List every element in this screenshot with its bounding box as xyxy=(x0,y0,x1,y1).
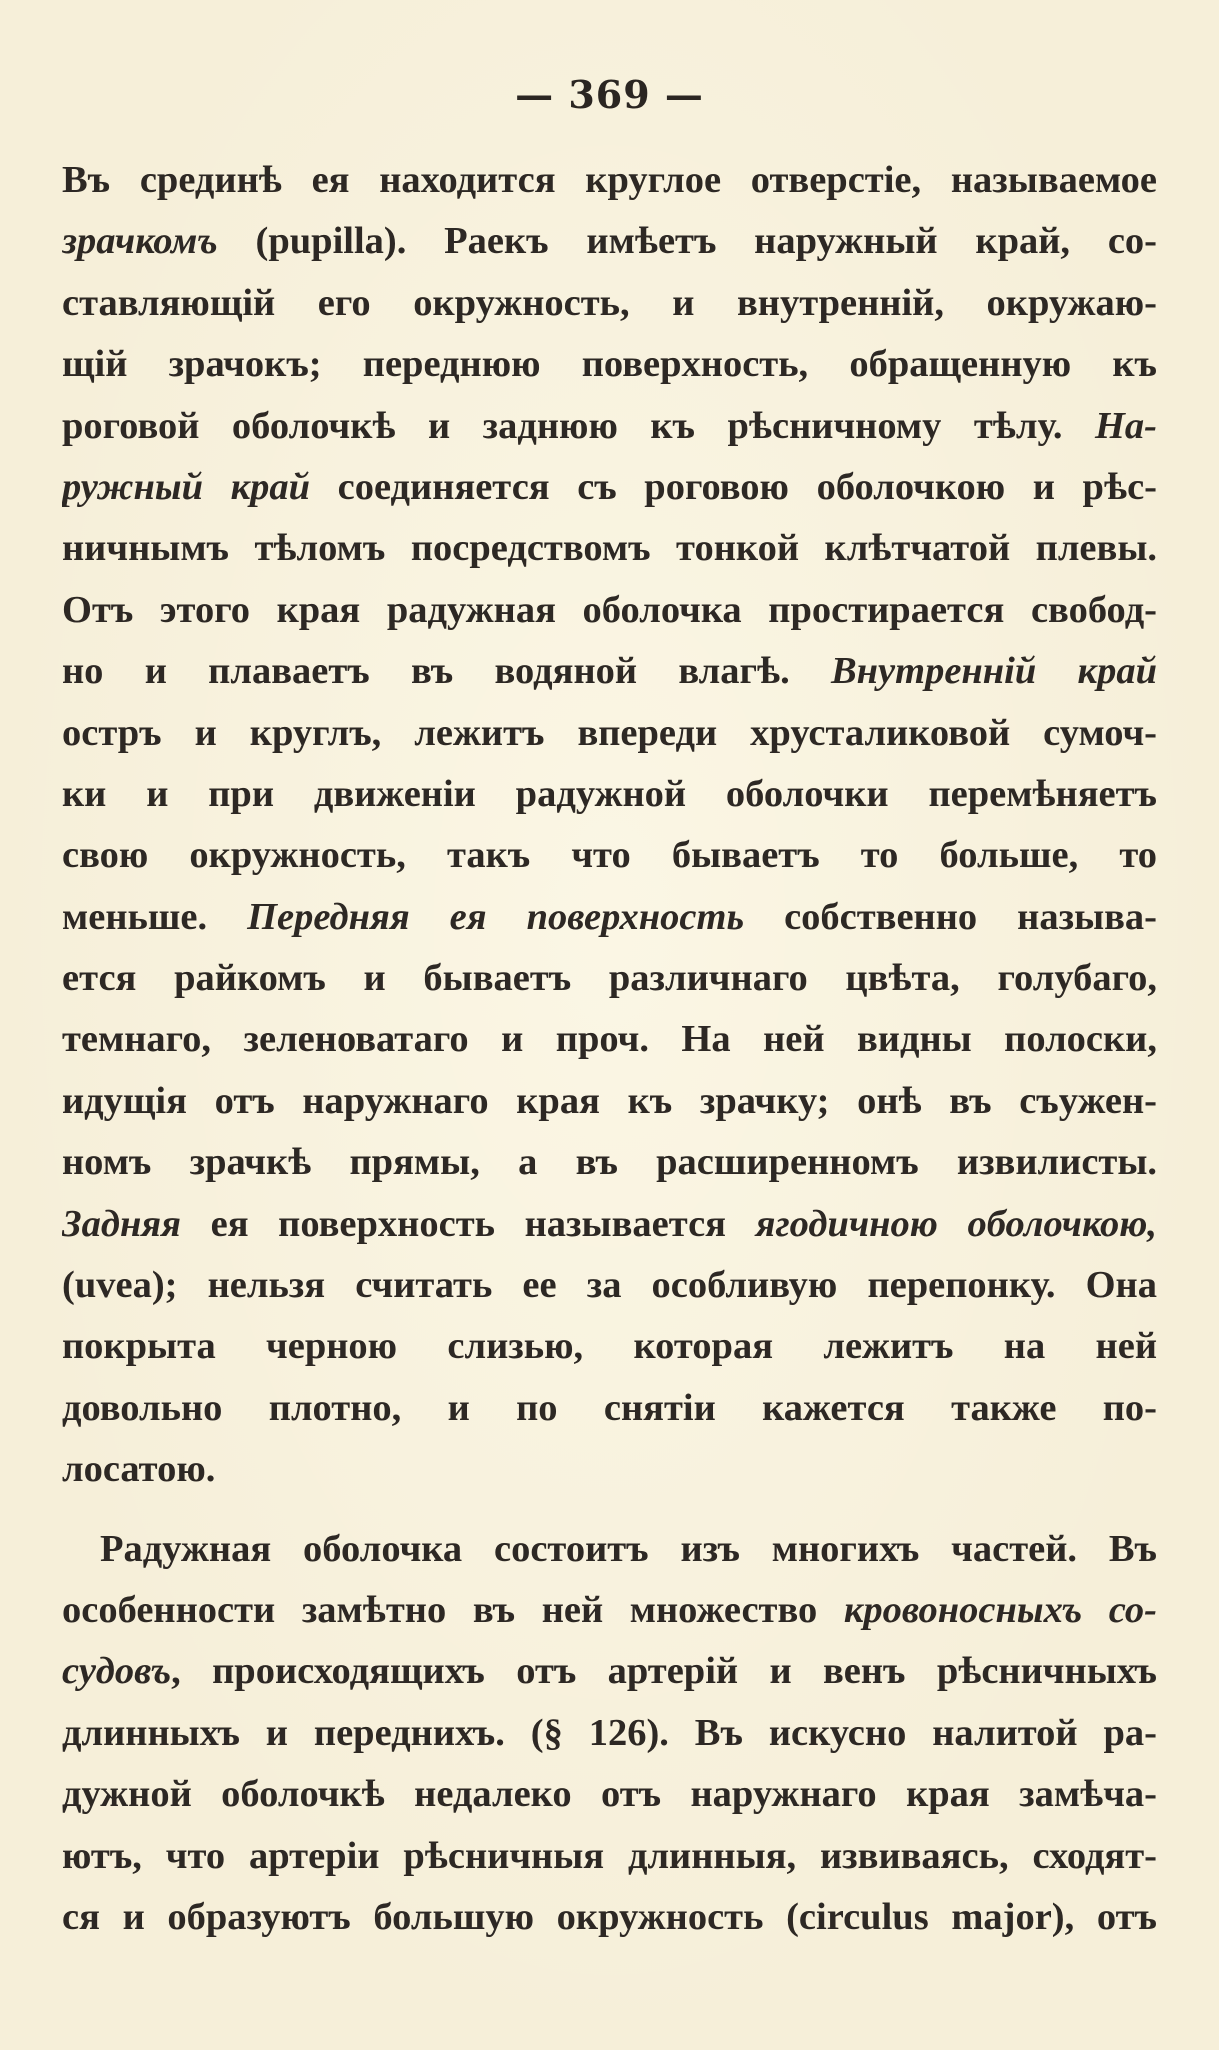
text-line xyxy=(62,1071,1157,1132)
text-run: ки и при движеніи радужной оболочки перемѣняетъ xyxy=(62,772,1157,815)
text-line xyxy=(62,1316,1157,1377)
text-line xyxy=(62,948,1157,1009)
italic-text: Передняя ея поверхность xyxy=(247,895,745,938)
text-line xyxy=(62,1641,1157,1702)
text-line xyxy=(62,641,1157,702)
paragraph xyxy=(62,1519,1157,1949)
text-run: ничнымъ тѣломъ посредствомъ тонкой клѣтчатой плевы. xyxy=(62,527,1157,570)
italic-text: Задняя xyxy=(62,1202,181,1245)
text-line xyxy=(62,887,1157,948)
text-run: Радужная оболочка состоитъ изъ многихъ частей. Въ xyxy=(100,1527,1157,1570)
text-run: свою окружность, такъ что бываетъ то больше, то xyxy=(62,834,1157,877)
text-line xyxy=(62,334,1157,395)
text-run: (uvea); нельзя считать ее за особливую перепонку. Она xyxy=(62,1264,1157,1307)
italic-text: ружный край xyxy=(62,465,311,508)
text-run: ея поверхность называется xyxy=(180,1202,756,1245)
text-run: роговой оболочкѣ и заднюю къ рѣсничному тѣлу. xyxy=(62,404,1095,447)
text-line xyxy=(62,764,1157,825)
text-line xyxy=(62,1378,1157,1439)
text-run: остръ и круглъ, лежитъ впереди хрусталиковой сумоч- xyxy=(62,711,1157,754)
text-run: ся и образуютъ большую окружность (circulus major), отъ xyxy=(62,1895,1157,1938)
paragraph xyxy=(62,150,1157,1501)
text-line xyxy=(62,273,1157,334)
text-line xyxy=(62,1826,1157,1887)
text-run: ставляющій его окружность, и внутренній, окружаю- xyxy=(62,281,1157,324)
text-line xyxy=(62,1009,1157,1070)
text-line xyxy=(62,211,1157,272)
text-line xyxy=(62,150,1157,211)
text-run: Въ срединѣ ея находится круглое отверстіе, называемое xyxy=(62,159,1157,201)
text-run: собственно называ- xyxy=(744,895,1157,938)
italic-text: кровоносныхъ со- xyxy=(843,1588,1157,1631)
text-line xyxy=(62,1439,1157,1500)
italic-text: судовъ xyxy=(62,1650,172,1693)
text-run: длинныхъ и переднихъ. (§ 126). Въ искусно налитой ра- xyxy=(62,1711,1157,1754)
text-run: Отъ этого края радужная оболочка простирается свобод- xyxy=(62,588,1157,631)
text-run: но и плаваетъ въ водяной влагѣ. xyxy=(62,650,831,693)
text-line xyxy=(62,1764,1157,1825)
text-line xyxy=(62,580,1157,641)
italic-text: ягодичною оболочкою, xyxy=(755,1202,1157,1245)
text-line xyxy=(62,1703,1157,1764)
text-run: идущія отъ наружнаго края къ зрачку; онѣ въ съужен- xyxy=(62,1079,1157,1122)
text-line xyxy=(62,518,1157,579)
body-text xyxy=(62,150,1157,1948)
paragraph-gap xyxy=(62,1501,1157,1519)
text-line xyxy=(62,1194,1157,1255)
text-run: довольно плотно, и по снятіи кажется также по- xyxy=(62,1386,1157,1429)
text-line xyxy=(62,396,1157,457)
text-run: (pupilla). Раекъ имѣетъ наружный край, со- xyxy=(217,220,1157,263)
text-line xyxy=(62,825,1157,886)
text-line xyxy=(62,703,1157,764)
text-line xyxy=(62,1519,1157,1580)
page-number: — 369 — xyxy=(515,72,704,117)
text-run: лосатою. xyxy=(62,1448,216,1491)
text-line xyxy=(62,1887,1157,1948)
text-line xyxy=(62,1580,1157,1641)
text-run: , происходящихъ отъ артерій и венъ рѣсничныхъ xyxy=(171,1650,1157,1693)
text-run: ютъ, что артеріи рѣсничныя длинныя, извиваясь, сходят- xyxy=(62,1834,1157,1877)
italic-text: зрачкомъ xyxy=(62,220,218,263)
text-run: ется райкомъ и бываетъ различнаго цвѣта, голубаго, xyxy=(62,957,1157,1000)
text-run: темнаго, зеленоватаго и проч. На ней видны полоски, xyxy=(62,1018,1157,1061)
text-run: щій зрачокъ; переднюю поверхность, обращенную къ xyxy=(62,343,1157,386)
text-run: дужной оболочкѣ недалеко отъ наружнаго края замѣча- xyxy=(62,1773,1157,1816)
text-run: соединяется съ роговою оболочкою и рѣс- xyxy=(310,465,1157,508)
text-run: номъ зрачкѣ прямы, а въ расширенномъ извилисты. xyxy=(62,1141,1157,1184)
text-run: особенности замѣтно въ ней множество xyxy=(62,1588,844,1631)
text-line xyxy=(62,1255,1157,1316)
italic-text: На- xyxy=(1094,404,1157,447)
text-run: покрыта черною слизью, которая лежитъ на ней xyxy=(62,1325,1157,1368)
text-line xyxy=(62,457,1157,518)
text-run: меньше. xyxy=(62,895,248,938)
italic-text: Внутренній край xyxy=(831,650,1157,693)
text-line xyxy=(62,1132,1157,1193)
